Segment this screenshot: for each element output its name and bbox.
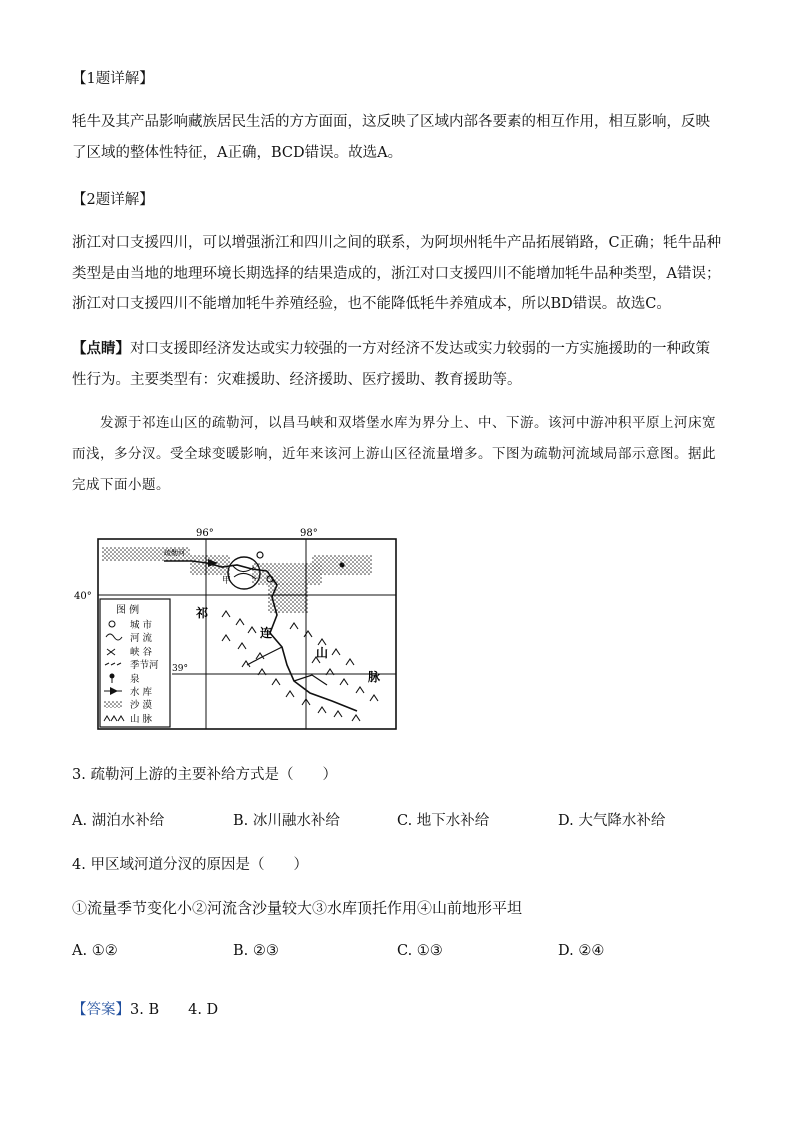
mountain-char: 脉 xyxy=(368,670,381,684)
lat-label-39: 39° xyxy=(172,664,188,674)
q3-option-a[interactable]: A. 湖泊水补给 xyxy=(72,813,165,829)
answer-line xyxy=(72,998,218,1019)
answer-value: 3. B 4. D xyxy=(130,1002,219,1018)
q4-stem: 4. 甲区域河道分汊的原因是（ ） xyxy=(72,857,308,873)
lat-label-40: 40° xyxy=(74,591,92,602)
q4-option-d[interactable]: D. ②④ xyxy=(558,943,605,959)
tip-block xyxy=(72,334,724,395)
spring-icon xyxy=(340,563,345,568)
legend-label: 泉 xyxy=(130,674,140,685)
q3-option-d[interactable]: D. 大气降水补给 xyxy=(558,813,666,829)
mountain-char: 山 xyxy=(316,646,329,660)
legend-label: 水 库 xyxy=(130,687,153,698)
legend-label: 季节河 xyxy=(130,660,159,671)
passage-text: 发源于祁连山区的疏勒河，以昌马峡和双塔堡水库为界分上、中、下游。该河中游冲积平原上河床宽而浅，多分汊。受全球变暖影响，近年来该河上游山区径流量增多。下图为疏勒河流域局部示意图。据此完成下面小题。 xyxy=(72,415,716,493)
tip-body: 对口支援即经济发达或实力较强的一方对经济不发达或实力较弱的一方实施援助的一种政策性行为。主要类型有：灾难援助、经济援助、医疗援助、教育援助等。 xyxy=(72,341,710,388)
q2-heading: 【2题详解】 xyxy=(72,192,154,208)
lon-label-98: 98° xyxy=(300,528,318,539)
q4-option-b[interactable]: B. ②③ xyxy=(233,943,279,959)
q3-option-c[interactable]: C. 地下水补给 xyxy=(397,813,490,829)
legend-label: 沙 漠 xyxy=(130,700,153,711)
legend-title: 图 例 xyxy=(116,605,140,616)
region-label: 甲 xyxy=(222,576,232,586)
shule-river-map xyxy=(72,525,402,735)
mountain-char: 祁 xyxy=(196,606,209,620)
legend-label: 河 流 xyxy=(130,633,153,644)
legend-label: 峡 谷 xyxy=(130,647,153,658)
river-label: 疏勒河 xyxy=(164,549,185,557)
q4-option-a[interactable]: A. ①② xyxy=(72,943,118,959)
legend-label: 城 市 xyxy=(130,620,153,631)
q3-stem: 3. 疏勒河上游的主要补给方式是（ ） xyxy=(72,767,337,783)
answer-label: 【答案】 xyxy=(72,1002,130,1018)
legend-label: 山 脉 xyxy=(130,714,153,725)
lon-label-96: 96° xyxy=(196,528,214,539)
q1-body: 牦牛及其产品影响藏族居民生活的方方面面，这反映了区域内部各要素的相互作用，相互影响，反映了区域的整体性特征，A正确，BCD错误。故选A。 xyxy=(72,114,710,161)
q4-statements: ①流量季节变化小②河流含沙量较大③水库顶托作用④山前地形平坦 xyxy=(72,899,523,917)
q3-option-b[interactable]: B. 冰川融水补给 xyxy=(233,813,340,829)
tip-label: 【点睛】 xyxy=(72,340,130,357)
q4-option-c[interactable]: C. ①③ xyxy=(397,943,443,959)
q1-heading: 【1题详解】 xyxy=(72,71,154,87)
q2-body: 浙江对口支援四川，可以增强浙江和四川之间的联系，为阿坝州牦牛产品拓展销路，C正确；牦牛品种类型是由当地的地理环境长期选择的结果造成的，浙江对口支援四川不能增加牦牛品种类型，A错误；浙江对口支援四川不能增加牦牛养殖经验，也不能降低牦牛养殖成本，所以BD错误。故选C。 xyxy=(72,235,722,312)
desert-area xyxy=(268,583,308,613)
desert-area xyxy=(252,563,322,585)
mountain-char: 连 xyxy=(260,626,273,640)
